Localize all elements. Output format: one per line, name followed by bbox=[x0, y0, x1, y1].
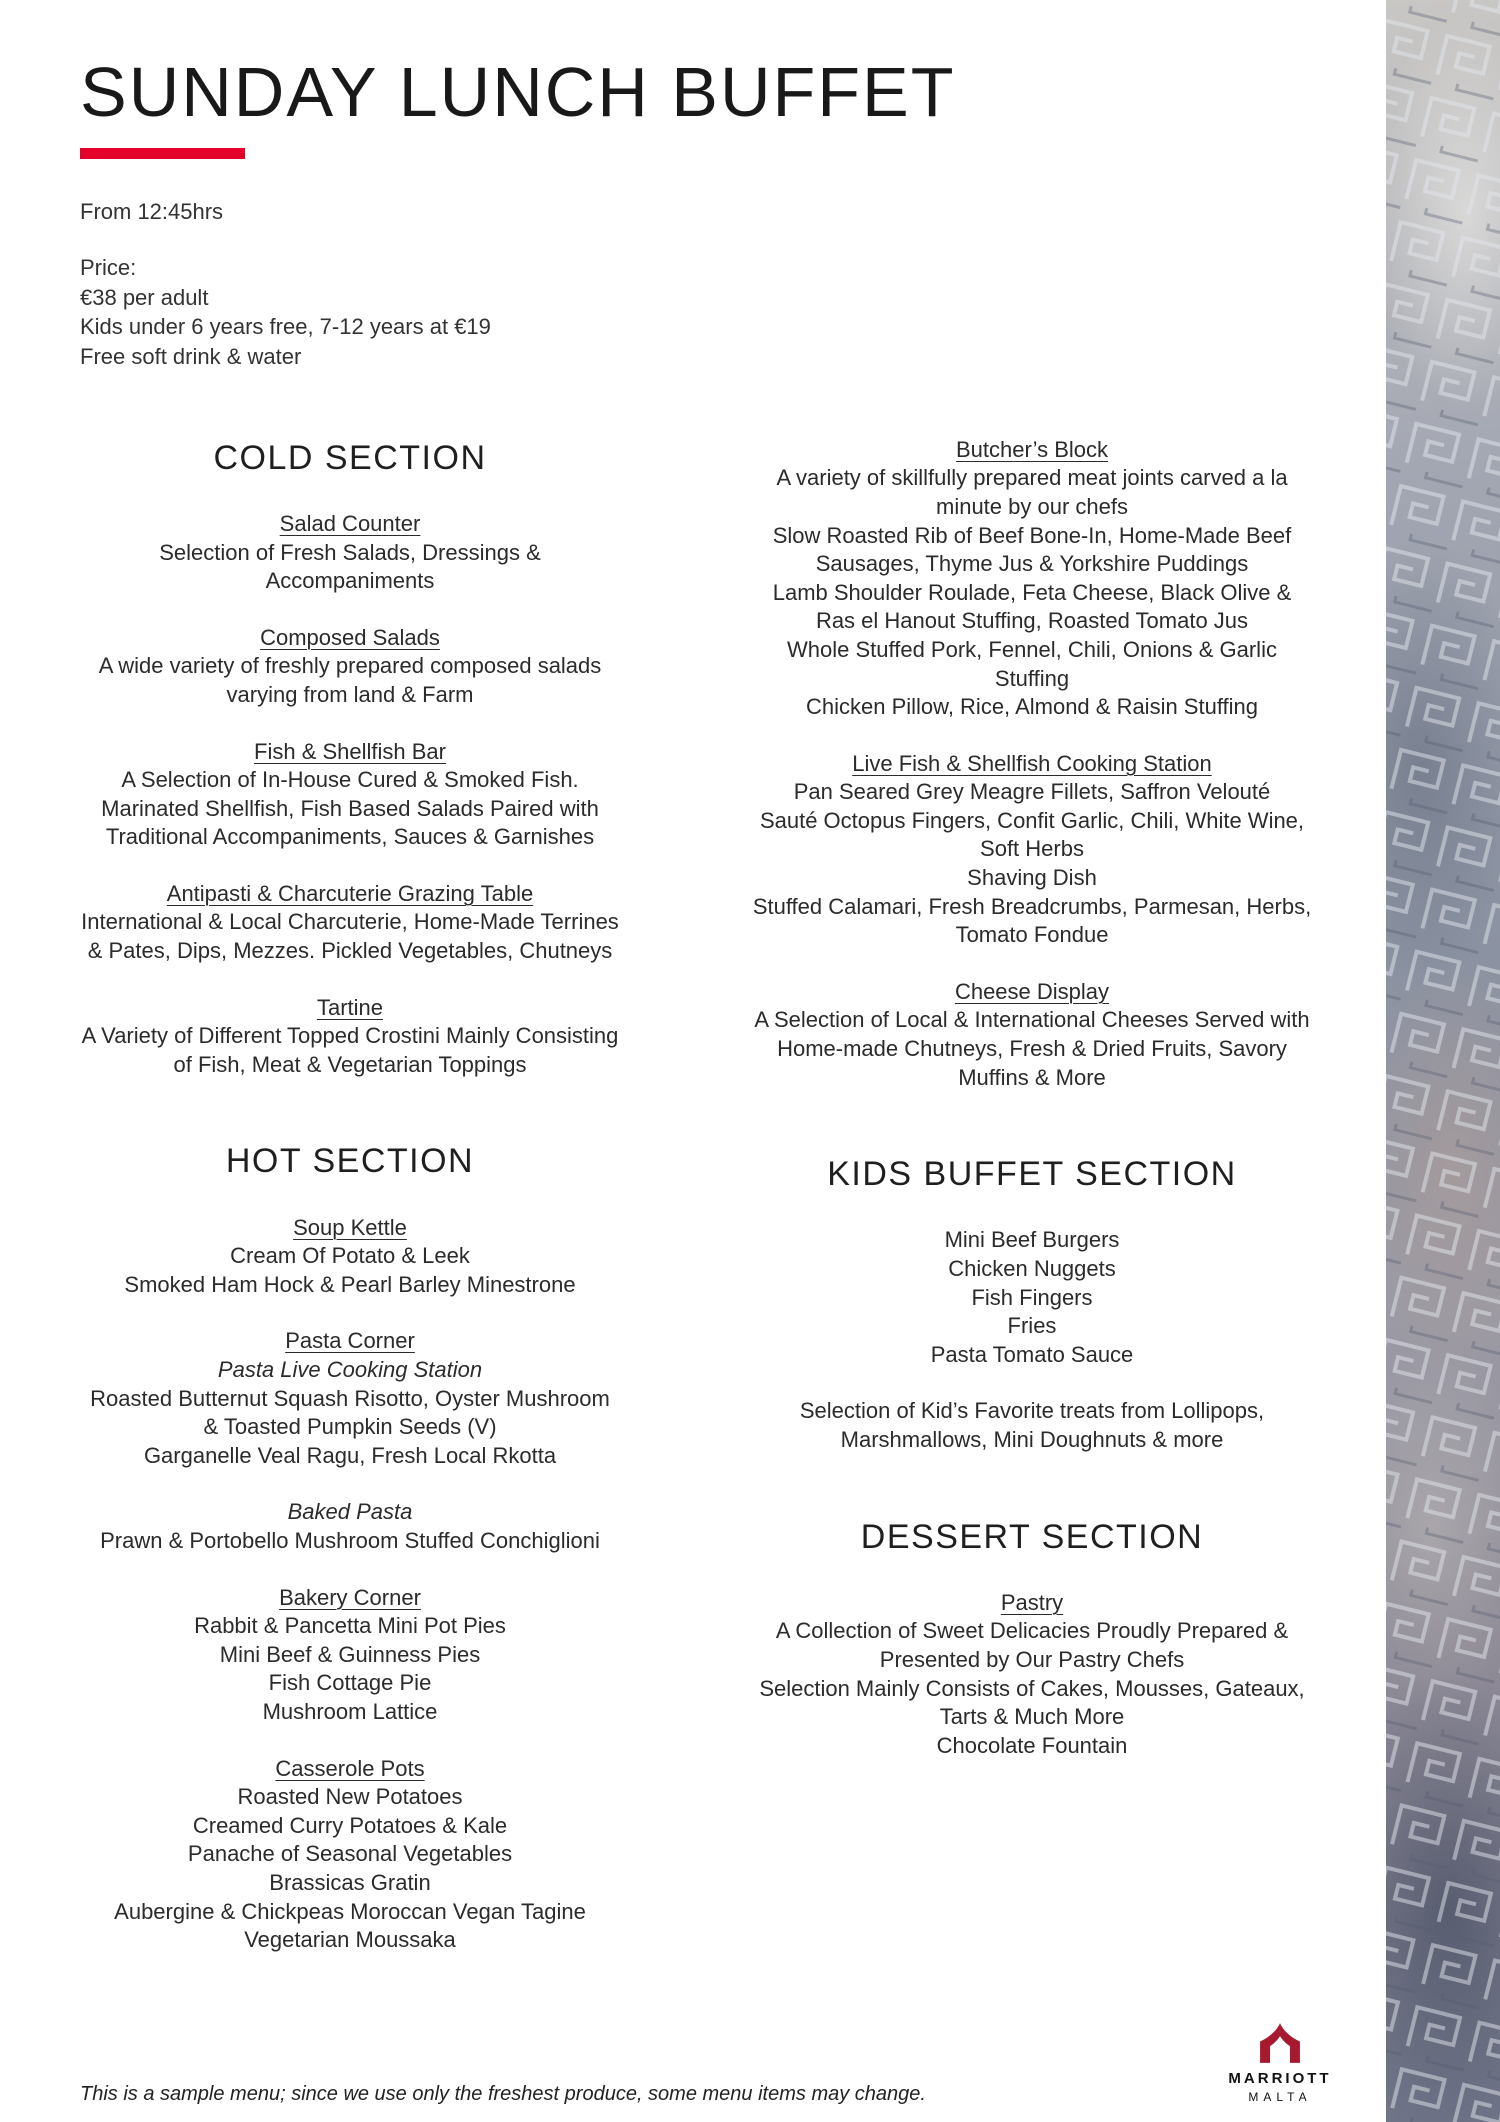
menu-line: Pasta Tomato Sauce bbox=[930, 1341, 1134, 1367]
menu-line: Whole Stuffed Pork, Fennel, Chili, Onions & Garlic Stuffing bbox=[787, 636, 1277, 691]
menu-line: Pan Seared Grey Meagre Fillets, Saffron Velouté bbox=[793, 779, 1271, 805]
menu-line: A Collection of Sweet Delicacies Proudly Prepared & Presented by Our Pastry Chefs bbox=[775, 1618, 1289, 1672]
menu-group bbox=[80, 1214, 620, 1300]
group-title: Salad Counter bbox=[279, 510, 421, 536]
group-subtitle: Baked Pasta bbox=[287, 1499, 413, 1525]
group-title: Pastry bbox=[1000, 1589, 1064, 1615]
menu-line: Roasted Butternut Squash Risotto, Oyster Mushroom & Toasted Pumpkin Seeds (V) bbox=[90, 1385, 610, 1440]
menu-group bbox=[752, 1397, 1312, 1454]
menu-line: Chocolate Fountain bbox=[936, 1732, 1128, 1758]
brand-name: MARRIOTT bbox=[1228, 2070, 1332, 2087]
group-title: Live Fish & Shellfish Cooking Station bbox=[852, 750, 1212, 776]
price-label: Price: bbox=[80, 255, 137, 280]
group-title: Butcher’s Block bbox=[955, 436, 1109, 462]
menu-column-right bbox=[752, 436, 1312, 1983]
menu-group bbox=[80, 1498, 620, 1555]
menu-group bbox=[80, 738, 620, 852]
menu-line: A variety of skillfully prepared meat joints carved a la minute by our chefs bbox=[776, 465, 1288, 519]
menu-line: Fish Cottage Pie bbox=[268, 1670, 432, 1696]
group-title: Bakery Corner bbox=[279, 1584, 421, 1610]
brand-block bbox=[1222, 2022, 1338, 2104]
menu-line: Chicken Pillow, Rice, Almond & Raisin Stuffing bbox=[805, 694, 1259, 720]
menu-line: Vegetarian Moussaka bbox=[244, 1927, 456, 1953]
menu-group bbox=[752, 1589, 1312, 1761]
menu-group bbox=[752, 1226, 1312, 1369]
group-title: Cheese Display bbox=[954, 978, 1110, 1004]
menu-line: International & Local Charcuterie, Home-Made Terrines & Pates, Dips, Mezzes. Pickled Vegetables, Chutneys bbox=[81, 909, 619, 964]
menu-line: Prawn & Portobello Mushroom Stuffed Conchiglioni bbox=[100, 1527, 600, 1553]
menu-line: A Selection of Local & International Cheeses Served with Home-made Chutneys, Fresh & Dried Fruits, Savory Muffins & More bbox=[754, 1007, 1310, 1090]
menu-line: A wide variety of freshly prepared composed salads varying from land & Farm bbox=[98, 653, 602, 707]
menu-content bbox=[80, 52, 1315, 1983]
menu-line: Selection Mainly Consists of Cakes, Mousses, Gateaux, Tarts & Much More bbox=[759, 1675, 1305, 1730]
menu-line: A Variety of Different Topped Crostini Mainly Consisting of Fish, Meat & Vegetarian Toppings bbox=[81, 1023, 619, 1077]
menu-columns bbox=[80, 436, 1315, 1983]
marriott-m-icon bbox=[1257, 2022, 1303, 2064]
footer-note: This is a sample menu; since we use only the freshest produce, some menu items may change. bbox=[80, 2083, 926, 2105]
title-accent-bar bbox=[80, 148, 245, 159]
menu-line: Slow Roasted Rib of Beef Bone-In, Home-Made Beef Sausages, Thyme Jus & Yorkshire Puddings bbox=[772, 522, 1292, 577]
menu-line: Aubergine & Chickpeas Moroccan Vegan Tagine bbox=[114, 1898, 586, 1924]
menu-group bbox=[80, 1327, 620, 1470]
menu-group bbox=[752, 750, 1312, 950]
group-title: Antipasti & Charcuterie Grazing Table bbox=[166, 880, 534, 906]
price-line: Free soft drink & water bbox=[80, 344, 302, 370]
menu-line: A Selection of In-House Cured & Smoked Fish. Marinated Shellfish, Fish Based Salads Paired with Traditional Accompaniments, Sauces & Garnishes bbox=[101, 767, 599, 850]
group-title: Tartine bbox=[316, 994, 384, 1020]
service-time: From 12:45hrs bbox=[80, 199, 224, 224]
group-title: Composed Salads bbox=[260, 624, 440, 650]
menu-group bbox=[80, 880, 620, 966]
menu-group bbox=[80, 994, 620, 1080]
price-line: €38 per adult bbox=[80, 284, 209, 310]
menu-line: Roasted New Potatoes bbox=[237, 1784, 463, 1810]
menu-group bbox=[80, 1755, 620, 1955]
decorative-marble-strip bbox=[1386, 0, 1500, 2122]
menu-line: Fries bbox=[1007, 1313, 1057, 1339]
menu-line: Creamed Curry Potatoes & Kale bbox=[192, 1812, 508, 1838]
menu-line: Selection of Fresh Salads, Dressings & Accompaniments bbox=[159, 539, 541, 594]
menu-group bbox=[80, 510, 620, 596]
menu-line: Sauté Octopus Fingers, Confit Garlic, Chili, White Wine, Soft Herbs bbox=[759, 807, 1305, 862]
menu-group bbox=[752, 436, 1312, 722]
menu-line: Chicken Nuggets bbox=[948, 1256, 1116, 1281]
group-subtitle: Pasta Live Cooking Station bbox=[217, 1357, 483, 1382]
group-title: Casserole Pots bbox=[275, 1755, 425, 1781]
section-header: DESSERT SECTION bbox=[860, 1517, 1204, 1556]
section-header: COLD SECTION bbox=[213, 438, 487, 477]
menu-line: Garganelle Veal Ragu, Fresh Local Rkotta bbox=[143, 1442, 557, 1468]
menu-group bbox=[752, 978, 1312, 1092]
menu-line: Mushroom Lattice bbox=[262, 1698, 438, 1724]
menu-line: Mini Beef Burgers bbox=[944, 1227, 1120, 1253]
group-title: Soup Kettle bbox=[293, 1214, 407, 1240]
group-title: Pasta Corner bbox=[285, 1328, 415, 1354]
menu-line: Cream Of Potato & Leek bbox=[230, 1243, 470, 1269]
menu-line: Mini Beef & Guinness Pies bbox=[219, 1641, 481, 1667]
menu-line: Rabbit & Pancetta Mini Pot Pies bbox=[194, 1613, 506, 1639]
menu-column-left bbox=[80, 436, 620, 1983]
maze-pattern-icon bbox=[1386, 0, 1500, 2122]
menu-group bbox=[80, 624, 620, 710]
menu-group bbox=[80, 1584, 620, 1727]
menu-line: Stuffed Calamari, Fresh Breadcrumbs, Parmesan, Herbs, Tomato Fondue bbox=[752, 893, 1312, 948]
menu-line: Fish Fingers bbox=[971, 1284, 1093, 1310]
menu-line: Selection of Kid’s Favorite treats from Lollipops, Marshmallows, Mini Doughnuts & more bbox=[799, 1398, 1265, 1452]
page-title: SUNDAY LUNCH BUFFET bbox=[80, 53, 956, 131]
menu-line: Brassicas Gratin bbox=[269, 1869, 431, 1895]
menu-line: Lamb Shoulder Roulade, Feta Cheese, Black Olive & Ras el Hanout Stuffing, Roasted Tomato Jus bbox=[772, 579, 1292, 634]
menu-line: Smoked Ham Hock & Pearl Barley Minestrone bbox=[124, 1271, 576, 1297]
section-header: KIDS BUFFET SECTION bbox=[827, 1155, 1237, 1194]
price-block bbox=[80, 253, 1315, 372]
menu-line: Panache of Seasonal Vegetables bbox=[187, 1841, 513, 1867]
section-header: HOT SECTION bbox=[225, 1142, 475, 1181]
brand-location: MALTA bbox=[1248, 2090, 1312, 2104]
group-title: Fish & Shellfish Bar bbox=[254, 738, 446, 764]
menu-line: Shaving Dish bbox=[967, 865, 1097, 891]
price-line: Kids under 6 years free, 7-12 years at €19 bbox=[80, 314, 491, 340]
